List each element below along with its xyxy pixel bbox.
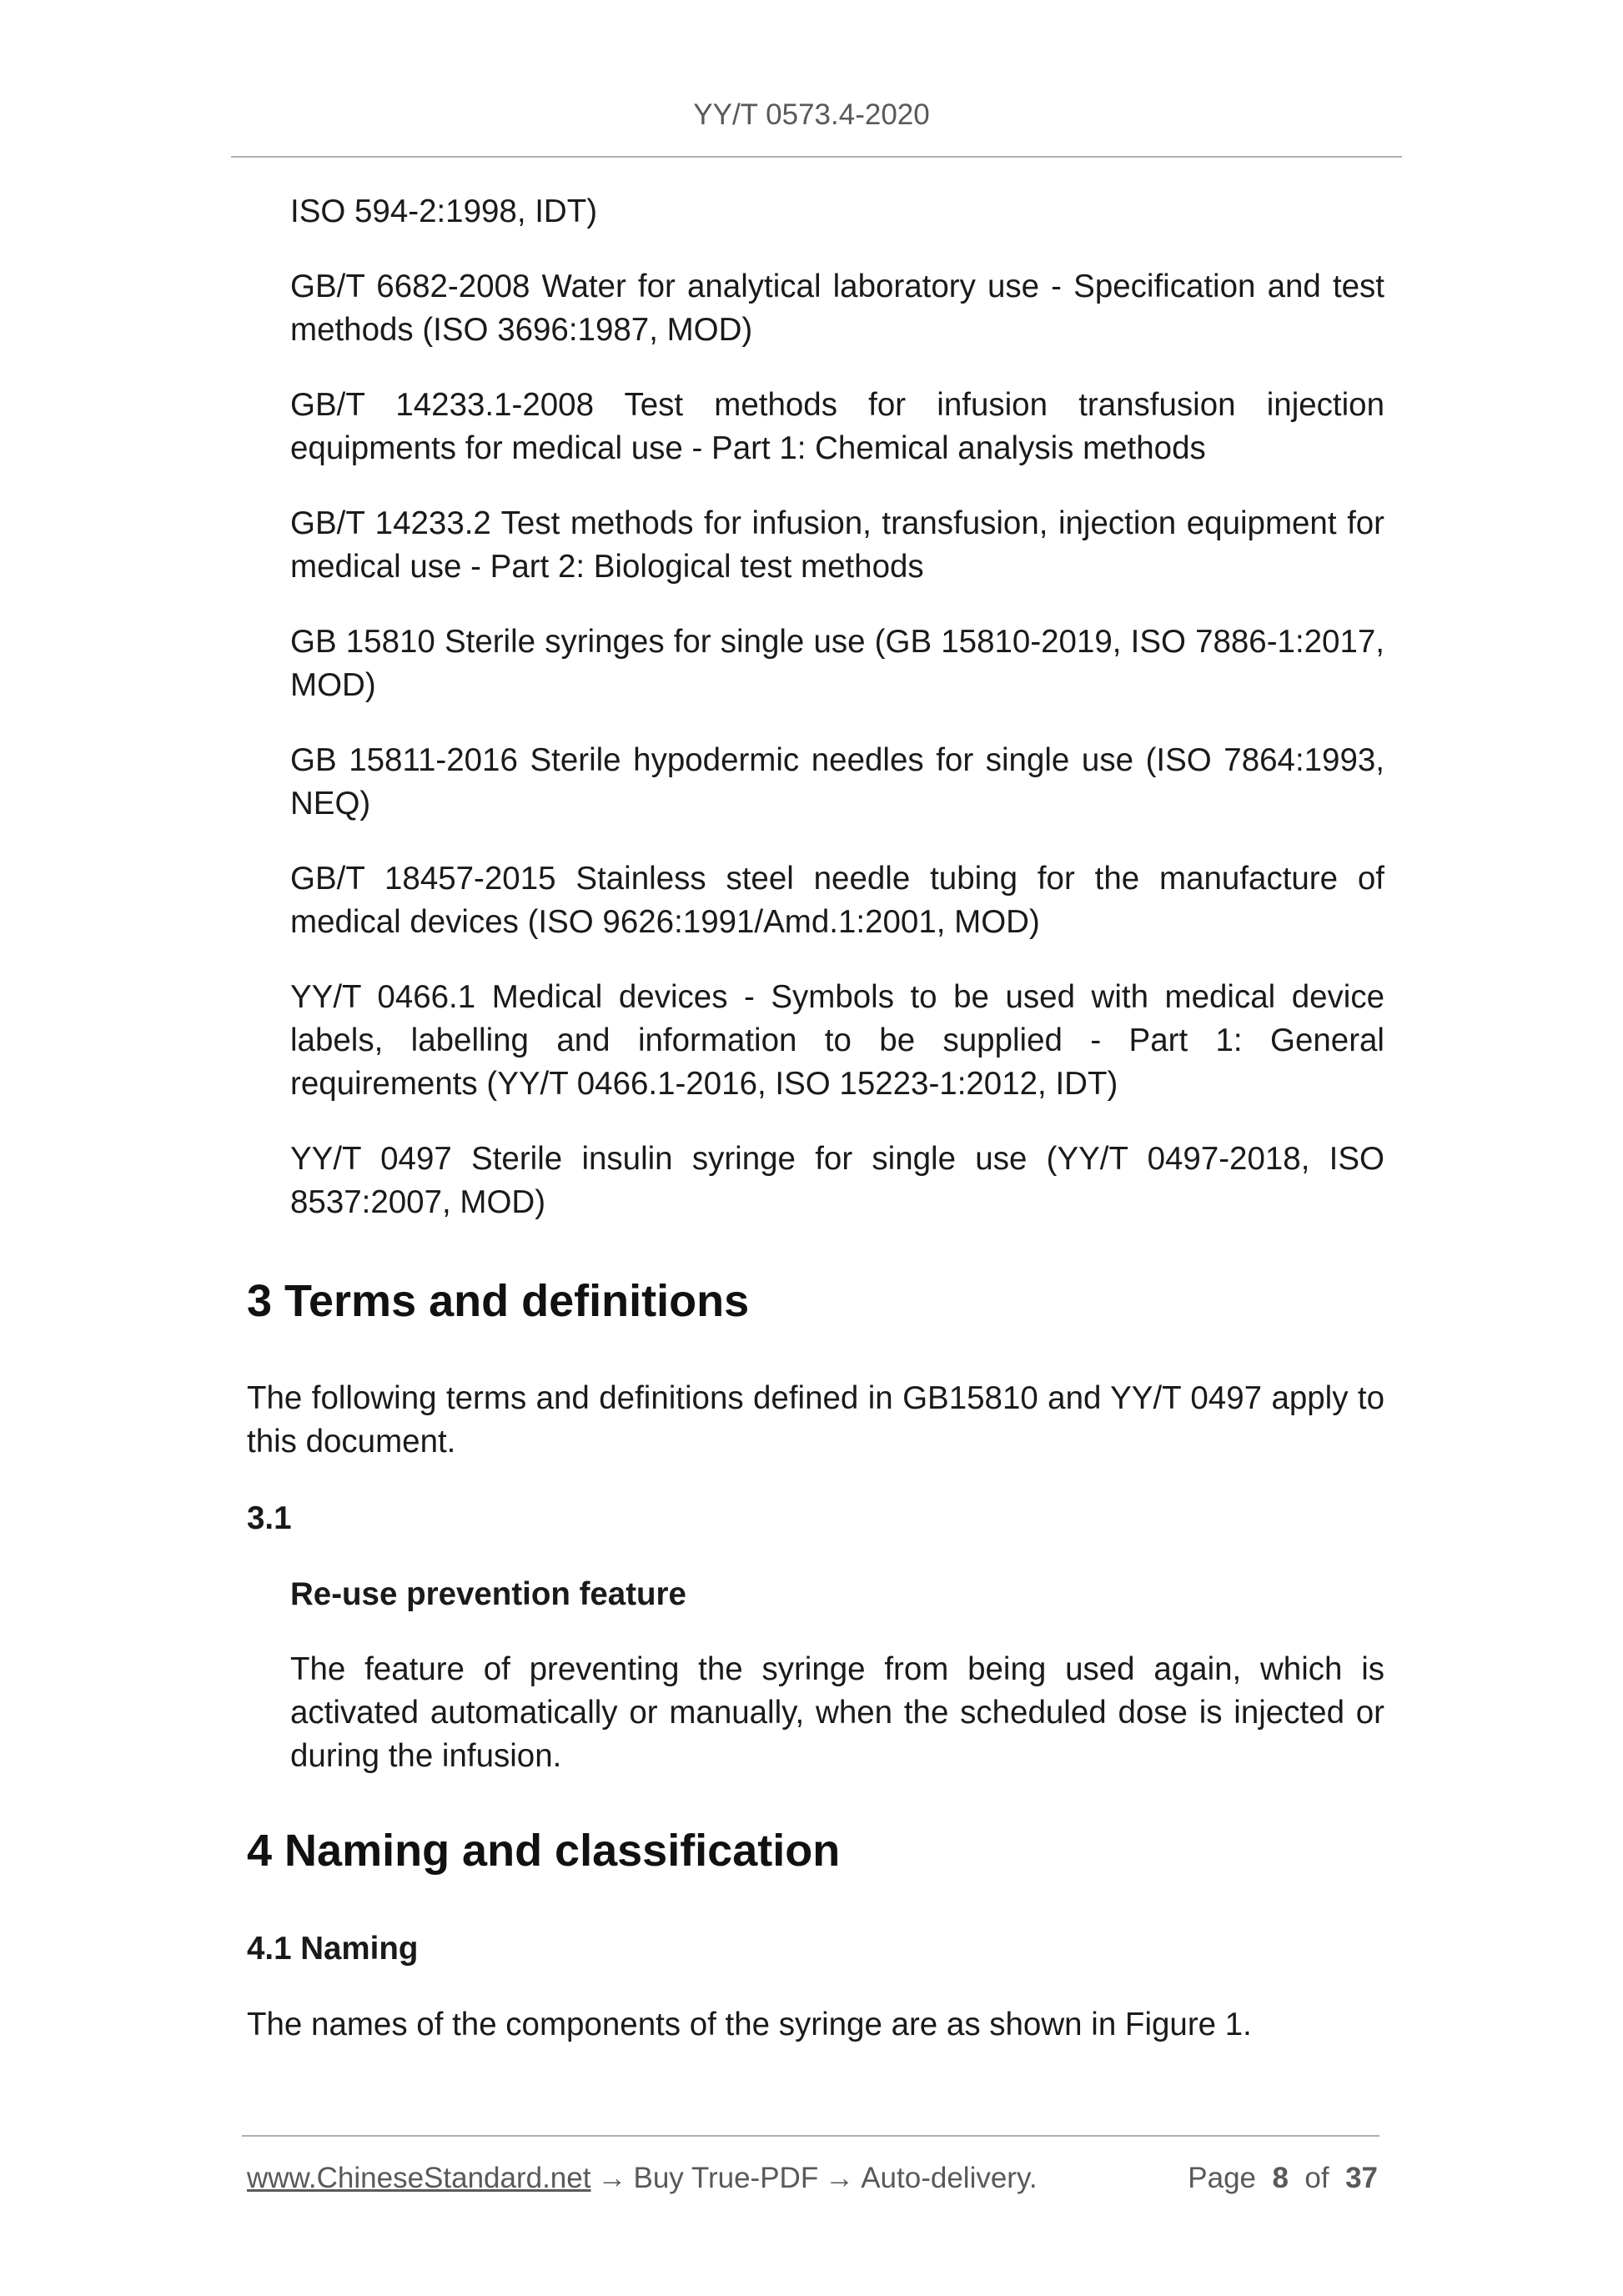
buy-true-pdf-text: Buy True-PDF: [633, 2162, 819, 2194]
page-footer: [247, 2158, 1378, 2198]
footer-divider: [242, 2135, 1379, 2137]
page-label: Page: [1188, 2162, 1257, 2194]
term-title: Re-use prevention feature: [290, 1576, 686, 1612]
section-4-1-text: The names of the components of the syringe are as shown in Figure 1.: [247, 2007, 1252, 2042]
reference-item: YY/T 0466.1 Medical devices - Symbols to be used with medical device labels, labelling and information to be supplied - Part 1: General requirements (YY/T 0466.1-2016, ISO 15223-1:2012, IDT): [290, 979, 1384, 1102]
of-label: of: [1304, 2162, 1329, 2194]
section-3-heading: 3 Terms and definitions: [247, 1276, 750, 1326]
term-definition: The feature of preventing the syringe from being used again, which is activated automatically or manually, when the scheduled dose is injected or during the infusion.: [290, 1651, 1384, 1774]
section-4-1-heading: 4.1 Naming: [247, 1931, 419, 1967]
arrow-right-icon: →: [825, 2162, 855, 2194]
auto-delivery-text: Auto-delivery.: [861, 2162, 1038, 2194]
page-header-title: YY/T 0573.4-2020: [693, 98, 930, 131]
reference-item: YY/T 0497 Sterile insulin syringe for single use (YY/T 0497-2018, ISO 8537:2007, MOD): [290, 1141, 1384, 1220]
reference-item: GB 15811-2016 Sterile hypodermic needles for single use (ISO 7864:1993, NEQ): [290, 742, 1384, 821]
reference-item: GB/T 6682-2008 Water for analytical laboratory use - Specification and test methods (ISO 3696:1987, MOD): [290, 269, 1384, 348]
section-3-intro: The following terms and definitions defined in GB15810 and YY/T 0497 apply to this document.: [247, 1380, 1384, 1459]
total-pages-number: 37: [1345, 2162, 1378, 2194]
reference-item: GB/T 14233.1-2008 Test methods for infusion transfusion injection equipments for medical use - Part 1: Chemical analysis methods: [290, 387, 1384, 466]
reference-item: ISO 594-2:1998, IDT): [290, 193, 598, 229]
reference-item: GB/T 14233.2 Test methods for infusion, transfusion, injection equipment for medical use - Part 2: Biological test methods: [290, 505, 1384, 585]
section-4-heading: 4 Naming and classification: [247, 1826, 841, 1876]
reference-item: GB 15810 Sterile syringes for single use (GB 15810-2019, ISO 7886-1:2017, MOD): [290, 624, 1384, 703]
clause-3-1-number: 3.1: [247, 1500, 292, 1536]
header-divider: [231, 156, 1402, 158]
normative-references-list: [290, 190, 1384, 1256]
current-page-number: 8: [1272, 2162, 1289, 2194]
page-counter: [1188, 2158, 1378, 2198]
arrow-right-icon: →: [597, 2162, 627, 2194]
website-link[interactable]: www.ChineseStandard.net: [247, 2162, 591, 2194]
reference-item: GB/T 18457-2015 Stainless steel needle tubing for the manufacture of medical devices (ISO 9626:1991/Amd.1:2001, MOD): [290, 861, 1384, 940]
